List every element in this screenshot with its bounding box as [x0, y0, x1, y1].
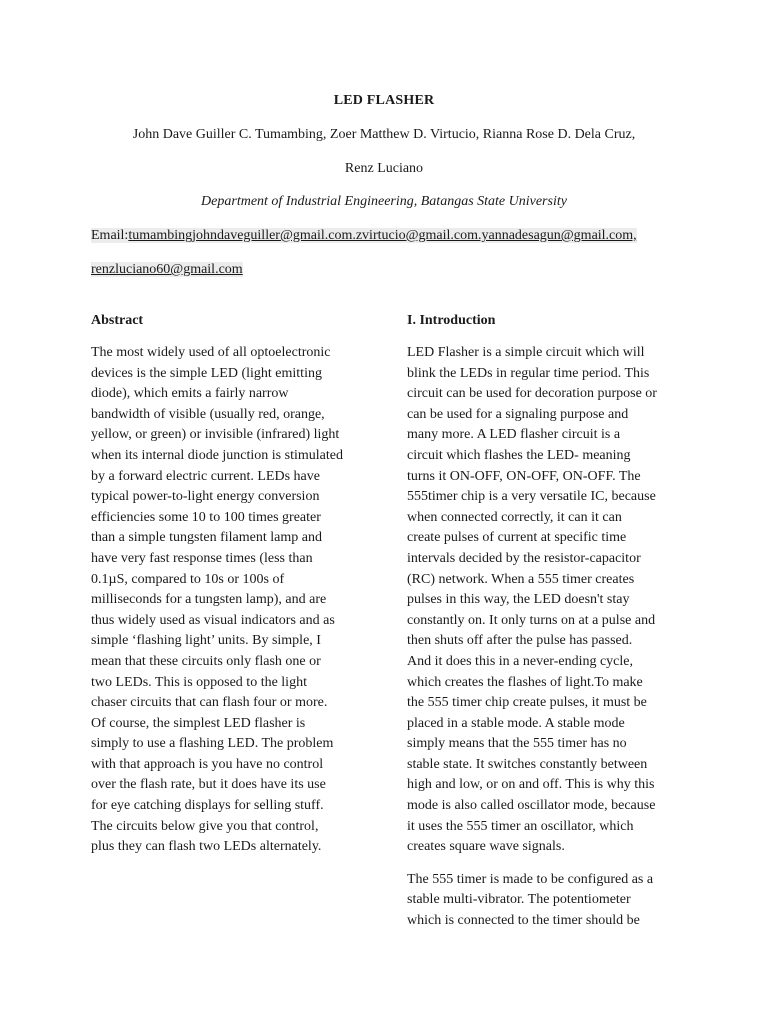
text-line: (RC) network. When a 555 timer creates	[407, 571, 635, 587]
text-line: milliseconds for a tungsten lamp), and are	[91, 592, 327, 608]
text-line: placed in a stable mode. A stable mode	[407, 715, 625, 731]
text-line: yellow, or green) or invisible (infrared) light	[91, 427, 340, 443]
text-line: simply means that the 555 timer has no	[407, 736, 627, 752]
text-line: when its internal diode junction is stimulated	[91, 447, 343, 463]
email-link[interactable]: tumambingjohndaveguiller@gmail.com.zvirtucio@gmail.com.yannadesagun@gmail.com,	[128, 228, 637, 243]
text-line: have very fast response times (less than	[91, 550, 313, 566]
email-link-2[interactable]: renzluciano60@gmail.com	[91, 262, 243, 277]
text-line: by a forward electric current. LEDs have	[91, 468, 320, 484]
text-line: which is connected to the timer should be	[407, 913, 640, 929]
abstract-column	[91, 311, 363, 870]
text-line: stable state. It switches constantly between	[407, 756, 648, 772]
text-line: The most widely used of all optoelectronic	[91, 345, 331, 360]
text-line: blink the LEDs in regular time period. This	[407, 365, 650, 381]
introduction-heading: I. Introduction	[407, 313, 496, 328]
affiliation: Department of Industrial Engineering, Batangas State University	[201, 194, 567, 209]
text-line: high and low, or on and off. This is why this	[407, 777, 655, 793]
abstract-paragraph	[91, 343, 363, 858]
text-line: two LEDs. This is opposed to the light	[91, 674, 307, 690]
text-line: the 555 timer chip create pulses, it must be	[407, 695, 647, 711]
text-line: mean that these circuits only flash one or	[91, 653, 321, 669]
text-line: intervals decided by the resistor-capacitor	[407, 550, 641, 566]
text-line: creates square wave signals.	[407, 839, 565, 855]
author-list: John Dave Guiller C. Tumambing, Zoer Matthew D. Virtucio, Rianna Rose D. Dela Cruz,	[132, 127, 636, 142]
text-line: chaser circuits that can flash four or more.	[91, 695, 328, 711]
text-line: which creates the flashes of light.To make	[407, 674, 643, 690]
author-list-continued: Renz Luciano	[344, 161, 424, 176]
text-line: many more. A LED flasher circuit is a	[407, 427, 621, 443]
text-line: Of course, the simplest LED flasher is	[91, 715, 306, 731]
text-line: LED Flasher is a simple circuit which will	[407, 345, 645, 360]
text-line: then shuts off after the pulse has passed.	[407, 633, 633, 649]
text-line: The circuits below give you that control,	[91, 818, 319, 834]
text-line: bandwidth of visible (usually red, orange,	[91, 406, 325, 422]
text-line: can be used for a signaling purpose and	[407, 406, 629, 422]
text-line: turns it ON-OFF, ON-OFF, ON-OFF. The	[407, 468, 641, 484]
text-line: simply to use a flashing LED. The problem	[91, 736, 334, 752]
email-label: Email:	[91, 228, 129, 243]
text-line: constantly on. It only turns on at a pulse and	[407, 612, 656, 628]
text-line: 0.1µS, compared to 10s or 100s of	[91, 571, 285, 587]
text-line: devices is the simple LED (light emitting	[91, 365, 322, 381]
text-line: for eye catching displays for selling stuff.	[91, 798, 324, 814]
text-line: circuit which flashes the LED- meaning	[407, 447, 631, 463]
text-line: efficiencies some 10 to 100 times greater	[91, 509, 321, 525]
introduction-paragraph-2	[407, 870, 679, 932]
text-line: when connected correctly, it can it can	[407, 509, 622, 525]
text-line: And it does this in a never-ending cycle,	[407, 653, 633, 669]
text-line: diode), which emits a fairly narrow	[91, 386, 289, 402]
text-line: typical power-to-light energy conversion	[91, 489, 320, 505]
text-line: circuit can be used for decoration purpose or	[407, 386, 657, 402]
text-line: with that approach is you have no control	[91, 756, 324, 772]
email-row-continued	[91, 262, 243, 278]
text-line: mode is also called oscillator mode, because	[407, 798, 656, 814]
text-line: The 555 timer is made to be configured as a	[407, 871, 654, 887]
text-line: over the flash rate, but it does have its use	[91, 777, 326, 793]
text-line: than a simple tungsten filament lamp and	[91, 530, 322, 546]
text-line: stable multi-vibrator. The potentiometer	[407, 892, 631, 908]
text-line: create pulses of current at specific time	[407, 530, 627, 546]
email-row	[91, 228, 637, 244]
text-line: plus they can flash two LEDs alternately.	[91, 839, 322, 855]
introduction-column	[407, 311, 679, 944]
text-line: pulses in this way, the LED doesn't stay	[407, 592, 630, 608]
introduction-paragraph-1	[407, 343, 679, 858]
abstract-heading: Abstract	[91, 313, 144, 328]
text-line: it uses the 555 timer an oscillator, which	[407, 818, 634, 834]
text-line: simple ‘flashing light’ units. By simple, I	[91, 633, 321, 649]
paper-title: LED FLASHER	[333, 93, 435, 108]
text-line: thus widely used as visual indicators and as	[91, 612, 335, 628]
text-line: 555timer chip is a very versatile IC, because	[407, 489, 656, 505]
